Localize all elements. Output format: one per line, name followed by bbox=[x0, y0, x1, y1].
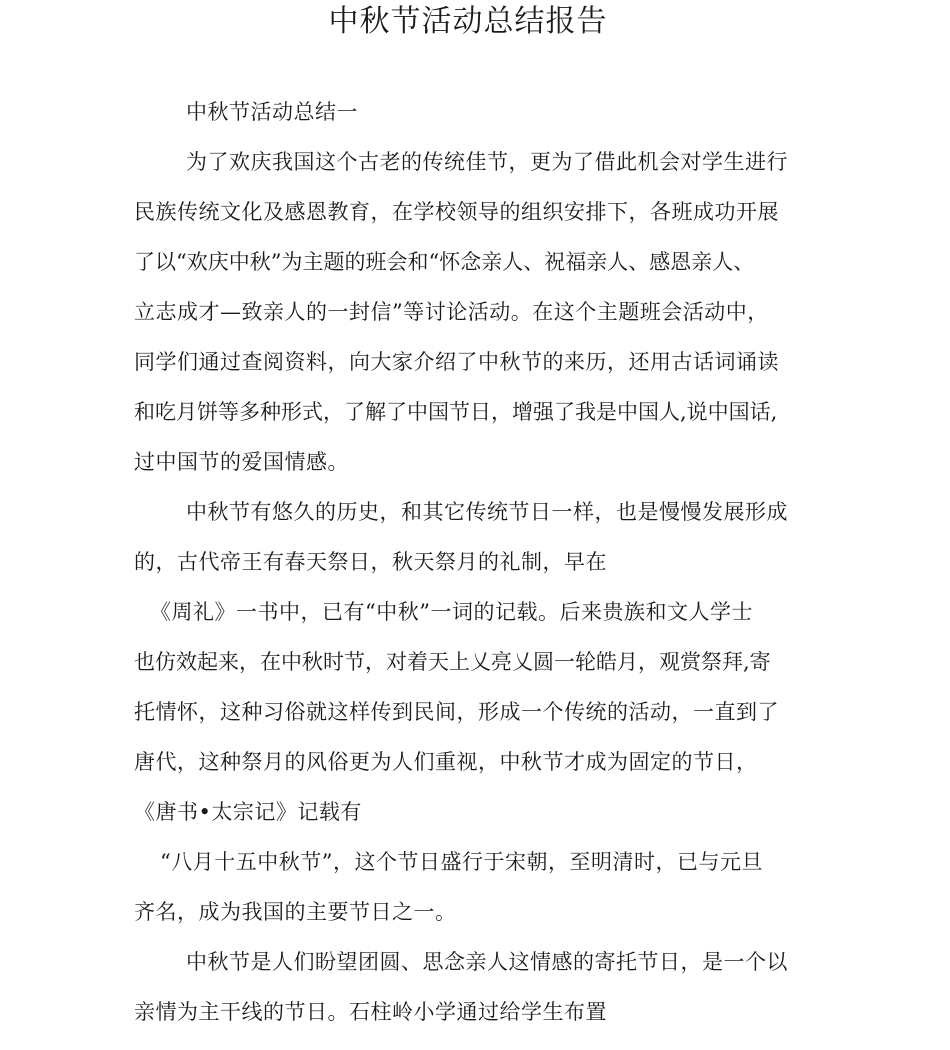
paragraph-line: 和吃月饼等多种形式，了解了中国节日，增强了我是中国人,说中国话, bbox=[134, 400, 778, 424]
section-heading: 中秋节活动总结一 bbox=[186, 100, 358, 124]
paragraph-line: 民族传统文化及感恩教育，在学校领导的组织安排下，各班成功开展 bbox=[134, 200, 779, 224]
paragraph-line: 《唐书•太宗记》记载有 bbox=[134, 800, 362, 824]
paragraph-line: 托情怀，这种习俗就这样传到民间，形成一个传统的活动，一直到了 bbox=[134, 700, 779, 724]
paragraph-line: 中秋节有悠久的历史，和其它传统节日一样，也是慢慢发展形成 bbox=[186, 500, 788, 524]
paragraph-line: 过中国节的爱国情感。 bbox=[134, 450, 349, 474]
paragraph-line: 为了欢庆我国这个古老的传统佳节，更为了借此机会对学生进行 bbox=[186, 150, 788, 174]
paragraph-line: “八月十五中秋节”，这个节日盛行于宋朝，至明清时，已与元旦 bbox=[160, 850, 763, 874]
paragraph-line: 的，古代帝王有春天祭日，秋天祭月的礼制，早在 bbox=[134, 550, 607, 574]
paragraph-line: 中秋节是人们盼望团圆、思念亲人这情感的寄托节日，是一个以 bbox=[186, 950, 788, 974]
paragraph-line: 也仿效起来，在中秋时节，对着天上乂亮乂圆一轮皓月，观赏祭拜,寄 bbox=[134, 650, 771, 674]
paragraph-line: 齐名，成为我国的主要节日之一。 bbox=[134, 900, 457, 924]
paragraph-line: 唐代，这种祭月的风俗更为人们重视，中秋节才成为固定的节日， bbox=[134, 750, 758, 774]
paragraph-line: 亲情为主干线的节日。石柱岭小学通过给学生布置 bbox=[134, 1000, 607, 1024]
paragraph-line: 了以“欢庆中秋”为主题的班会和“怀念亲人、祝福亲人、感恩亲人、 bbox=[134, 250, 755, 274]
document-title: 中秋节活动总结报告 bbox=[328, 4, 608, 39]
paragraph-line: 立志成才—致亲人的一封信”等讨论活动。在这个主题班会活动中， bbox=[134, 300, 769, 324]
paragraph-line: 《周礼》一书中，已有“中秋”一词的记载。后来贵族和文人学士 bbox=[150, 600, 753, 624]
paragraph-line: 同学们通过查阅资料，向大家介绍了中秋节的来历，还用古话词诵读 bbox=[134, 350, 779, 374]
